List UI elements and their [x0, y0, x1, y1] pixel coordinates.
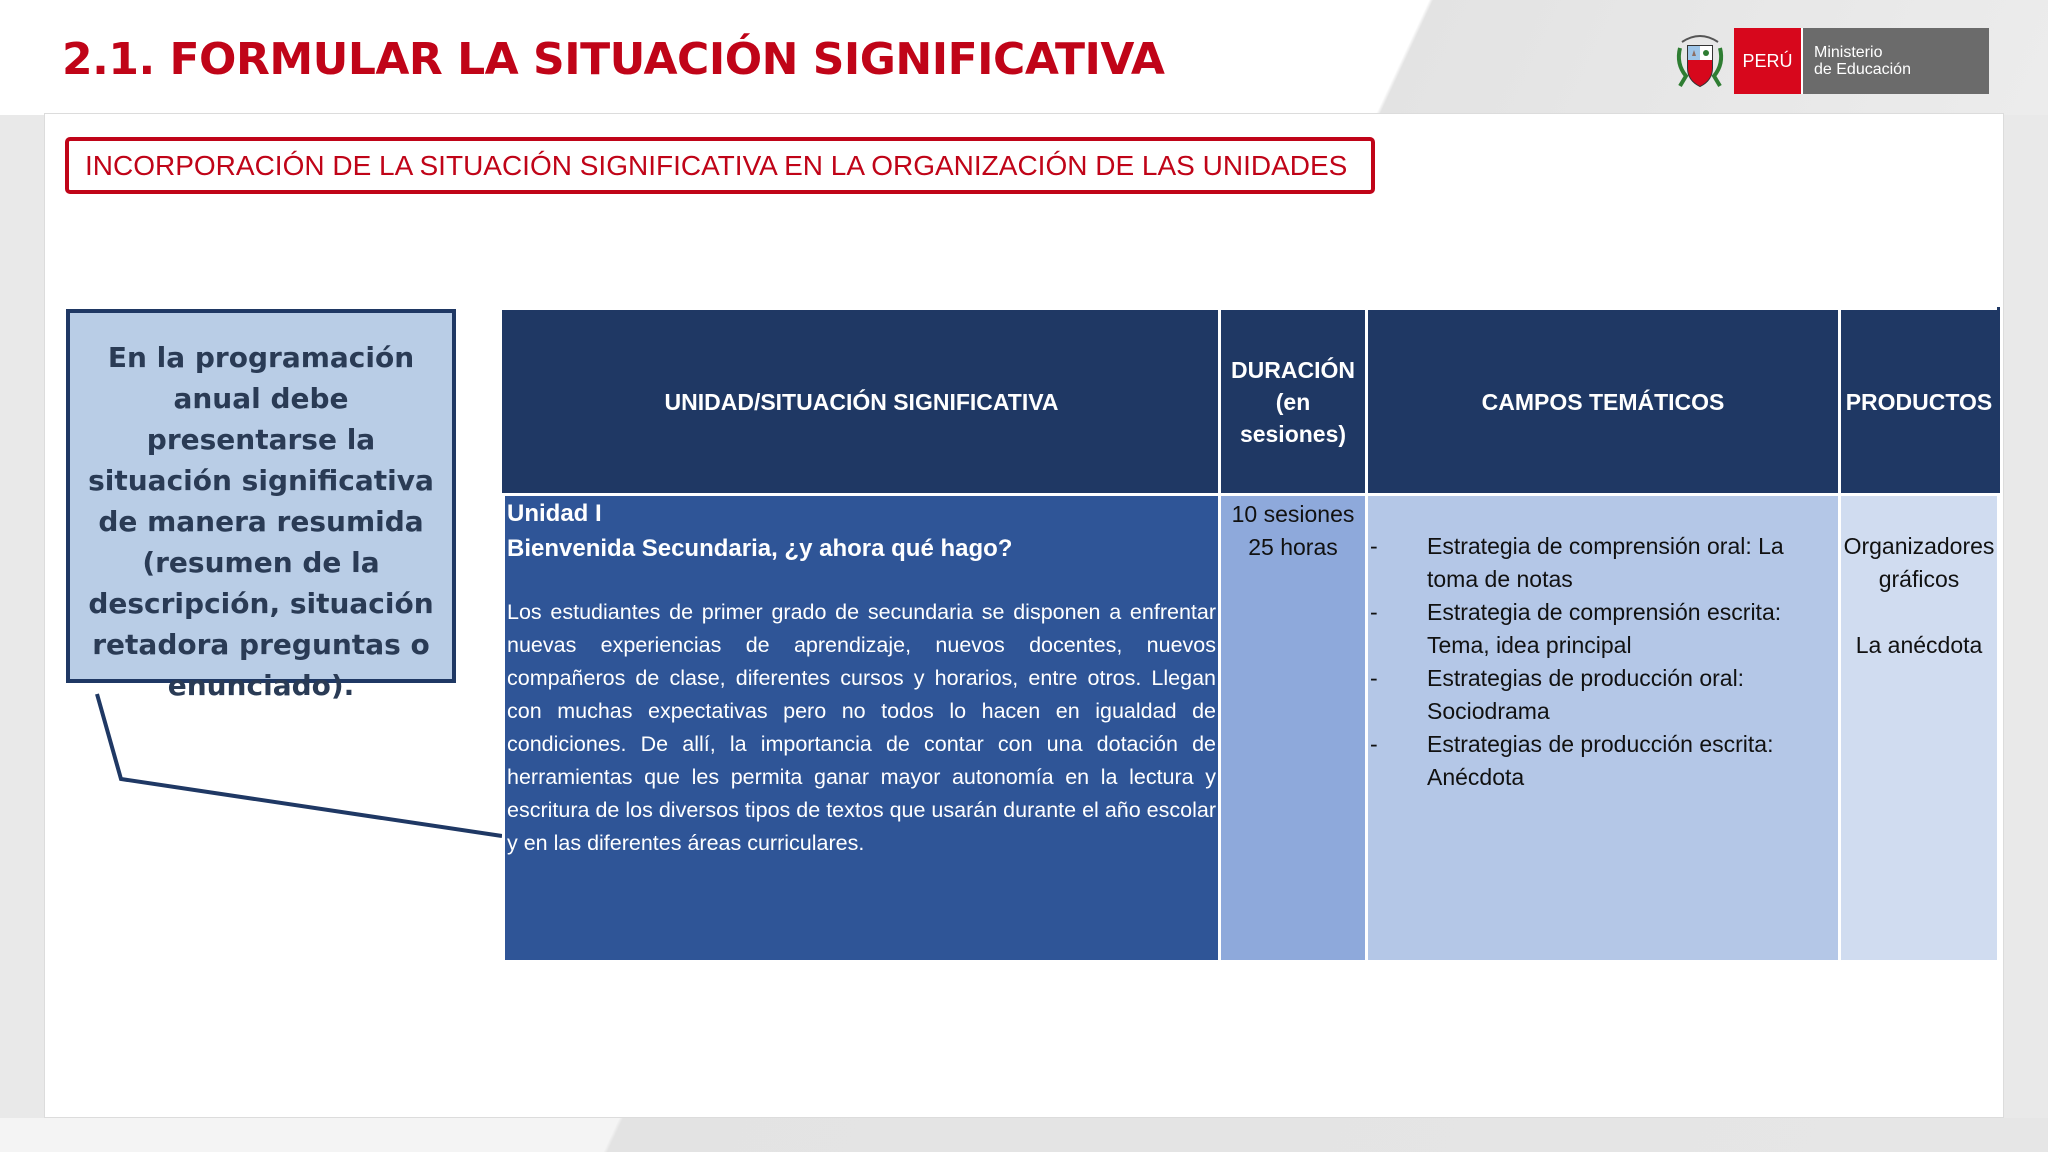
topic-text: Estrategias de producción escrita: Anécdota — [1427, 731, 1774, 790]
topics-cell — [1367, 495, 1840, 962]
products-cell — [1840, 495, 1999, 962]
header-products: PRODUCTOS — [1840, 309, 1999, 495]
header-topics: CAMPOS TEMÁTICOS — [1367, 309, 1840, 495]
table-header-row — [504, 309, 1999, 495]
topic-text: Estrategia de comprensión oral: La toma de notas — [1427, 533, 1784, 592]
topic-bullet: - — [1370, 599, 1378, 625]
header-duration-line-1: DURACIÓN — [1231, 356, 1355, 383]
unit-description: Los estudiantes de primer grado de secundaria se disponen a enfrentar nuevas experiencias de aprendizaje, nuevos docentes, nuevos compañeros de clase, diferentes cursos y horarios, entre otros. Llegan con muchas expectativas pero no todos lo hacen en igualdad de condiciones. De allí, la importancia de contar con una dotación de herramientas que les permita ganar mayor autonomía en la lectura y escritura de los diversos tipos de textos que usarán durante el año escolar y en las diferentes áreas curriculares. — [507, 600, 1216, 855]
product-1: Organizadores gráficos — [1843, 533, 1995, 592]
callout-note: En la programación anual debe presentarse la situación significativa de manera resumida (resumen de la descripción, situación retadora preguntas o enunciado). — [66, 309, 456, 683]
header-unit: UNIDAD/SITUACIÓN SIGNIFICATIVA — [504, 309, 1220, 495]
topic-bullet: - — [1370, 665, 1378, 691]
footer-background — [0, 1118, 2048, 1152]
topics-list — [1368, 496, 1838, 794]
slide-title: 2.1. FORMULAR LA SITUACIÓN SIGNIFICATIVA — [62, 34, 1165, 85]
header-duration — [1220, 309, 1367, 495]
topic-bullet: - — [1370, 731, 1378, 757]
header-duration-line-2: (en sesiones) — [1239, 388, 1347, 447]
duration-sessions: 10 sesiones — [1231, 501, 1355, 527]
units-table — [502, 307, 2000, 963]
duration-hours: 25 horas — [1248, 534, 1338, 560]
ministry-line-1: Ministerio — [1814, 44, 1883, 61]
section-subtitle: INCORPORACIÓN DE LA SITUACIÓN SIGNIFICATIVA EN LA ORGANIZACIÓN DE LAS UNIDADES — [65, 137, 1375, 194]
topic-bullet: - — [1370, 533, 1378, 559]
unit-cell — [504, 495, 1220, 962]
list-item — [1368, 530, 1838, 596]
peru-label: PERÚ — [1734, 28, 1801, 94]
ministry-line-2: de Educación — [1814, 61, 1911, 78]
table-row — [504, 495, 1999, 962]
unit-title: Bienvenida Secundaria, ¿y ahora qué hago? — [507, 535, 1013, 562]
list-item — [1368, 728, 1838, 794]
coat-of-arms-icon — [1672, 28, 1728, 94]
product-2: La anécdota — [1855, 632, 1983, 658]
list-item — [1368, 596, 1838, 662]
ministry-label — [1801, 28, 1989, 94]
topic-text: Estrategias de producción oral: Sociodrama — [1427, 665, 1745, 724]
unit-label: Unidad I — [507, 500, 602, 527]
list-item — [1368, 662, 1838, 728]
topic-text: Estrategia de comprensión escrita: Tema, idea principal — [1427, 599, 1782, 658]
duration-cell — [1220, 495, 1367, 962]
minedu-logo — [1672, 28, 1989, 94]
product-spacer — [1841, 596, 1997, 629]
